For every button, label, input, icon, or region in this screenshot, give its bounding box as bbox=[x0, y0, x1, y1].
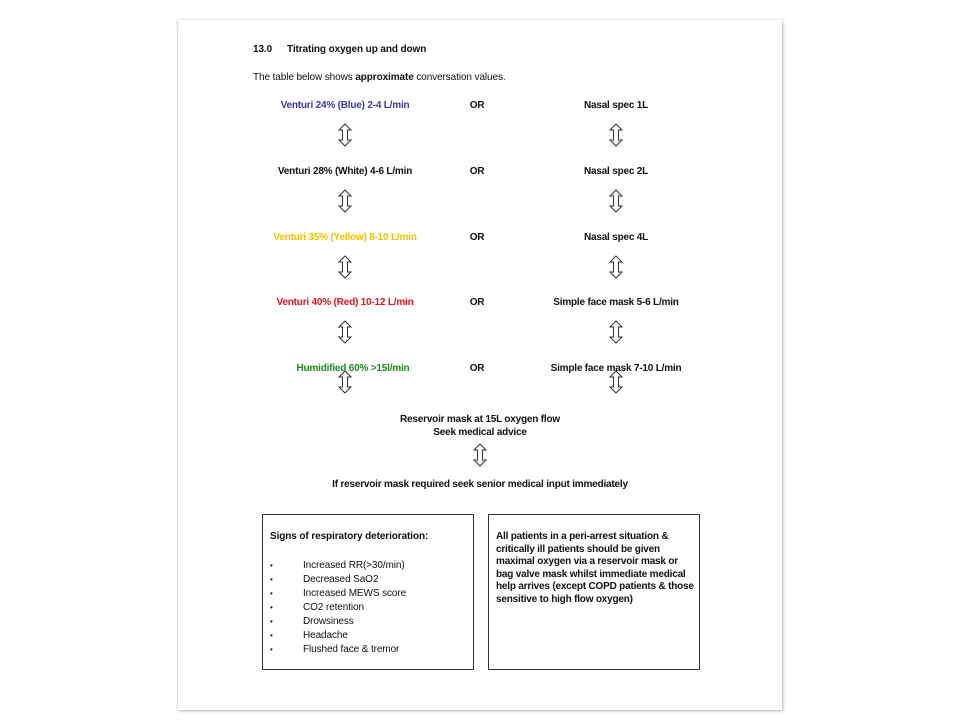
bullet-icon: • bbox=[270, 589, 273, 598]
row-5-connector: OR bbox=[469, 363, 485, 374]
intro-text-start: The table below shows bbox=[253, 72, 356, 83]
bullet-icon: • bbox=[270, 617, 273, 626]
up-down-arrow-icon bbox=[608, 123, 624, 147]
row-2-left: Venturi 28% (White) 4-6 L/min bbox=[277, 166, 413, 177]
list-item bbox=[263, 643, 406, 657]
row-1-connector: OR bbox=[469, 100, 485, 111]
row-1-left: Venturi 24% (Blue) 2-4 L/min bbox=[280, 100, 410, 111]
row-1-right: Nasal spec 1L bbox=[583, 100, 649, 111]
row-3-left: Venturi 35% (Yellow) 8-10 L/min bbox=[273, 232, 417, 243]
deterioration-list bbox=[263, 559, 406, 657]
row-4-connector: OR bbox=[469, 297, 485, 308]
row-3-connector: OR bbox=[469, 232, 485, 243]
list-item bbox=[263, 601, 406, 615]
up-down-arrow-icon bbox=[608, 255, 624, 279]
up-down-arrow-icon bbox=[608, 320, 624, 344]
peri-arrest-text: All patients in a peri-arrest situation & critically ill patients should be given maximal oxygen via a reservoir mask or bag valve mask whilst immediate medical help arrives (except COPD patients & those sensitive to high flow oxygen) bbox=[496, 531, 694, 605]
bullet-icon: • bbox=[270, 631, 273, 640]
list-item bbox=[263, 559, 406, 573]
bullet-icon: • bbox=[270, 575, 273, 584]
list-item bbox=[263, 573, 406, 587]
peri-arrest-box bbox=[488, 514, 700, 670]
reservoir-line-2: Seek medical advice bbox=[433, 427, 527, 438]
list-item-text: Headache bbox=[303, 630, 348, 641]
list-item bbox=[263, 629, 406, 643]
bullet-icon: • bbox=[270, 603, 273, 612]
intro-emphasis: approximate bbox=[355, 72, 414, 83]
row-2-right: Nasal spec 2L bbox=[583, 166, 649, 177]
reservoir-line-1: Reservoir mask at 15L oxygen flow bbox=[400, 414, 560, 425]
list-item-text: Decreased SaO2 bbox=[303, 574, 379, 585]
document-page bbox=[178, 20, 782, 710]
bullet-icon: • bbox=[270, 645, 273, 654]
row-5-left: Humidified 60% >15l/min bbox=[296, 363, 410, 374]
row-2-connector: OR bbox=[469, 166, 485, 177]
list-item-text: Increased MEWS score bbox=[303, 588, 407, 599]
senior-input-notice: If reservoir mask required seek senior medical input immediately bbox=[332, 479, 628, 490]
intro-paragraph bbox=[253, 72, 506, 83]
section-number: 13.0 bbox=[253, 44, 273, 55]
up-down-arrow-icon bbox=[608, 189, 624, 213]
list-item-text: Drowsiness bbox=[303, 616, 354, 627]
intro-text-end: conversation values. bbox=[413, 72, 506, 83]
deterioration-title: Signs of respiratory deterioration: bbox=[270, 531, 429, 542]
row-4-left: Venturi 40% (Red) 10-12 L/min bbox=[276, 297, 414, 308]
deterioration-box bbox=[262, 514, 474, 670]
up-down-arrow-icon bbox=[472, 443, 488, 467]
list-item-text: Flushed face & tremor bbox=[303, 644, 400, 655]
list-item-text: Increased RR(>30/min) bbox=[303, 560, 405, 571]
up-down-arrow-icon bbox=[337, 320, 353, 344]
row-4-right: Simple face mask 5-6 L/min bbox=[553, 297, 679, 308]
up-down-arrow-icon bbox=[337, 123, 353, 147]
up-down-arrow-icon bbox=[337, 189, 353, 213]
bullet-icon: • bbox=[270, 561, 273, 570]
row-5-right: Simple face mask 7-10 L/min bbox=[550, 363, 682, 374]
list-item bbox=[263, 615, 406, 629]
row-3-right: Nasal spec 4L bbox=[583, 232, 649, 243]
section-title: Titrating oxygen up and down bbox=[287, 44, 427, 55]
list-item bbox=[263, 587, 406, 601]
up-down-arrow-icon bbox=[337, 255, 353, 279]
section-heading bbox=[253, 44, 426, 55]
list-item-text: CO2 retention bbox=[303, 602, 364, 613]
